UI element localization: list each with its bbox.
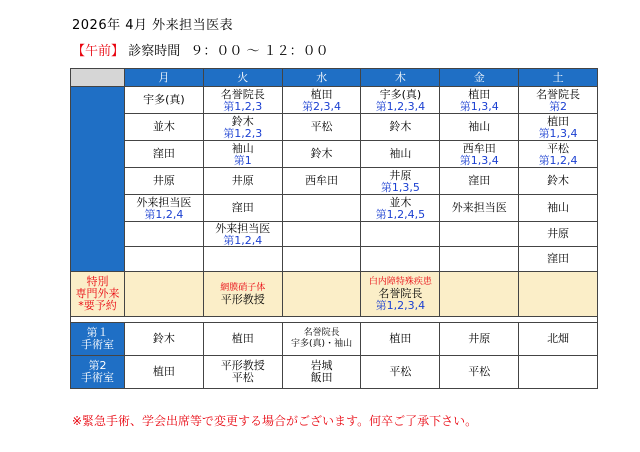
schedule-cell [203, 247, 282, 272]
surgery-cell [125, 356, 204, 389]
doctor-name: 窪田 [468, 174, 491, 187]
week-schedule: 第1,2,4 [144, 207, 184, 221]
schedule-cell [519, 87, 598, 114]
week-schedule: 第1 [233, 153, 252, 167]
surgery-cell [519, 323, 598, 356]
week-schedule: 第1,2,4 [223, 233, 263, 247]
doctor-name: 並木 [389, 195, 412, 209]
doctor-name-2: 飯田 [310, 371, 333, 384]
schedule-cell [282, 222, 361, 247]
day-header: 木 [361, 69, 440, 87]
schedule-cell [282, 168, 361, 195]
doctor-name: 植田 [231, 332, 254, 345]
schedule-cell [125, 114, 204, 141]
day-header: 月 [125, 69, 204, 87]
doctor-name: 鈴木 [389, 120, 412, 133]
special-clinic-cell [282, 272, 361, 317]
doctor-name: 西牟田 [305, 174, 339, 187]
room-label-line2: 手術室 [81, 371, 114, 384]
doctor-name: 窪田 [152, 147, 175, 160]
doctor-name: 岩城 [310, 359, 333, 372]
doctor-name: 井原 [547, 227, 570, 240]
schedule-cell [440, 247, 519, 272]
surgery-cell [519, 356, 598, 389]
surgery-row [71, 356, 598, 389]
special-label-line1: 特別 [86, 275, 109, 288]
special-clinic-row [71, 272, 598, 317]
doctor-name: 西牟田 [462, 141, 496, 155]
doctor-name: 名誉院長 [303, 328, 340, 338]
doctor-name: 井原 [468, 332, 491, 345]
schedule-cell [282, 195, 361, 222]
schedule-row [71, 168, 598, 195]
session-header [72, 40, 329, 59]
doctor-name: 袖山 [389, 147, 412, 160]
schedule-row [71, 141, 598, 168]
doctor-name: 外来担当医 [136, 195, 192, 209]
schedule-cell [519, 114, 598, 141]
schedule-cell [519, 195, 598, 222]
schedule-cell [361, 247, 440, 272]
schedule-cell [125, 247, 204, 272]
doctor-name: 井原 [231, 174, 254, 187]
surgery-cell [203, 356, 282, 389]
doctor-name: 窪田 [231, 201, 254, 214]
week-schedule: 第1,3,4 [538, 126, 578, 140]
schedule-cell [125, 195, 204, 222]
week-schedule: 第1,2,3 [223, 99, 263, 113]
week-schedule: 第2,3,4 [302, 99, 342, 113]
doctor-name: 袖山 [231, 141, 254, 155]
day-header: 金 [440, 69, 519, 87]
doctor-name: 窪田 [547, 252, 570, 265]
doctor-name: 外来担当医 [451, 201, 507, 214]
schedule-cell [361, 87, 440, 114]
doctor-name: 北畑 [547, 332, 570, 345]
doctor-name: 袖山 [547, 201, 570, 214]
surgery-cell [361, 323, 440, 356]
day-header: 土 [519, 69, 598, 87]
schedule-cell [440, 114, 519, 141]
surgery-cell [125, 323, 204, 356]
doctor-name: 植田 [310, 87, 333, 101]
bracket-open: 【 [72, 44, 86, 59]
doctor-name: 平松 [468, 365, 491, 378]
doctor-name: 袖山 [468, 120, 491, 133]
schedule-cell [125, 141, 204, 168]
schedule-cell [440, 141, 519, 168]
schedule-cell [125, 168, 204, 195]
doctor-name: 井原 [389, 168, 412, 182]
doctor-name: 鈴木 [231, 114, 254, 128]
schedule-cell [519, 247, 598, 272]
page-title: 2026年 4月 外来担当医表 [72, 18, 234, 33]
schedule-row [71, 195, 598, 222]
schedule-cell [282, 114, 361, 141]
doctor-name: 宇多(真) [379, 87, 422, 101]
schedule-cell [519, 168, 598, 195]
room-label-line2: 手術室 [81, 338, 114, 351]
special-label-line3: *要予約 [78, 299, 117, 312]
corner-cell [71, 69, 125, 87]
surgery-cell [361, 356, 440, 389]
doctor-name: 名誉院長 [220, 87, 265, 101]
doctor-name: 井原 [152, 174, 175, 187]
doctor-name: 並木 [152, 120, 175, 133]
doctor-name: 鈴木 [310, 147, 333, 160]
schedule-row [71, 247, 598, 272]
hours-value: ９：００ ～ １２：００ [190, 44, 329, 59]
schedule-cell [361, 141, 440, 168]
week-schedule: 第1,3,5 [380, 180, 420, 194]
doctor-name: 平松 [310, 120, 333, 133]
week-schedule: 第1,2,3 [223, 126, 263, 140]
schedule-table [70, 68, 598, 389]
doctor-name: 外来担当医 [215, 221, 271, 235]
session-label: 午前 [85, 44, 112, 59]
doctor-name: 植田 [468, 87, 491, 101]
schedule-cell [203, 195, 282, 222]
week-schedule: 第1,2,3,4 [375, 99, 426, 113]
day-header-row [71, 69, 598, 87]
room-label-line1: 第１ [86, 326, 109, 339]
row-label-block [71, 87, 125, 272]
day-header: 水 [282, 69, 361, 87]
schedule-cell [282, 141, 361, 168]
schedule-cell [519, 141, 598, 168]
specialty-tag: 網膜硝子体 [220, 282, 266, 293]
schedule-cell [203, 222, 282, 247]
special-clinic-cell [361, 272, 440, 317]
week-schedule: 第2 [549, 99, 568, 113]
surgery-cell [282, 356, 361, 389]
doctor-name: 平形教授 [220, 292, 265, 306]
surgery-cell [440, 356, 519, 389]
surgery-cell [203, 323, 282, 356]
surgery-cell [282, 323, 361, 356]
doctor-name: 鈴木 [152, 332, 175, 345]
special-label-line2: 専門外来 [75, 287, 120, 300]
special-clinic-cell [519, 272, 598, 317]
doctor-name: 鈴木 [547, 174, 570, 187]
doctor-name: 平形教授 [220, 359, 265, 372]
schedule-cell [203, 168, 282, 195]
schedule-row [71, 87, 598, 114]
special-clinic-label [71, 272, 125, 317]
week-schedule: 第1,2,4,5 [375, 207, 426, 221]
doctor-name-2: 宇多(真)・袖山 [291, 339, 353, 349]
schedule-cell [125, 222, 204, 247]
footer-note: ※緊急手術、学会出席等で変更する場合がございます。何卒ご了承下さい。 [72, 414, 478, 428]
week-schedule: 第1,3,4 [459, 99, 499, 113]
schedule-cell [282, 247, 361, 272]
special-clinic-cell [125, 272, 204, 317]
doctor-name-2: 平松 [231, 371, 254, 384]
doctor-name: 植田 [152, 365, 175, 378]
schedule-cell [440, 195, 519, 222]
schedule-cell [203, 87, 282, 114]
doctor-name: 植田 [389, 332, 412, 345]
surgery-room-label [71, 356, 125, 389]
doctor-name: 平松 [547, 141, 570, 155]
schedule-cell [361, 168, 440, 195]
room-label-line1: 第2 [88, 359, 107, 372]
schedule-cell [361, 195, 440, 222]
doctor-name: 宇多(真) [143, 93, 185, 106]
day-header: 火 [203, 69, 282, 87]
special-clinic-cell [203, 272, 282, 317]
schedule-cell [440, 168, 519, 195]
doctor-name: 平松 [389, 365, 412, 378]
schedule-cell [519, 222, 598, 247]
schedule-row [71, 222, 598, 247]
doctor-name: 名誉院長 [378, 287, 423, 300]
surgery-room-label [71, 323, 125, 356]
doctor-name: 植田 [547, 114, 570, 128]
specialty-tag: 白内障特殊疾患 [368, 277, 432, 287]
schedule-cell [440, 87, 519, 114]
bracket-close: 】 [111, 44, 125, 59]
week-schedule: 第1,2,3,4 [375, 299, 426, 312]
schedule-cell [125, 87, 204, 114]
week-schedule: 第1,2,4 [538, 153, 578, 167]
special-clinic-cell [440, 272, 519, 317]
hours-label: 診察時間 [128, 44, 181, 59]
week-schedule: 第1,3,4 [459, 153, 499, 167]
schedule-cell [203, 141, 282, 168]
doctor-name: 名誉院長 [536, 87, 581, 101]
schedule-cell [361, 222, 440, 247]
surgery-row [71, 323, 598, 356]
surgery-cell [440, 323, 519, 356]
schedule-cell [203, 114, 282, 141]
schedule-row [71, 114, 598, 141]
schedule-cell [440, 222, 519, 247]
schedule-cell [361, 114, 440, 141]
schedule-cell [282, 87, 361, 114]
